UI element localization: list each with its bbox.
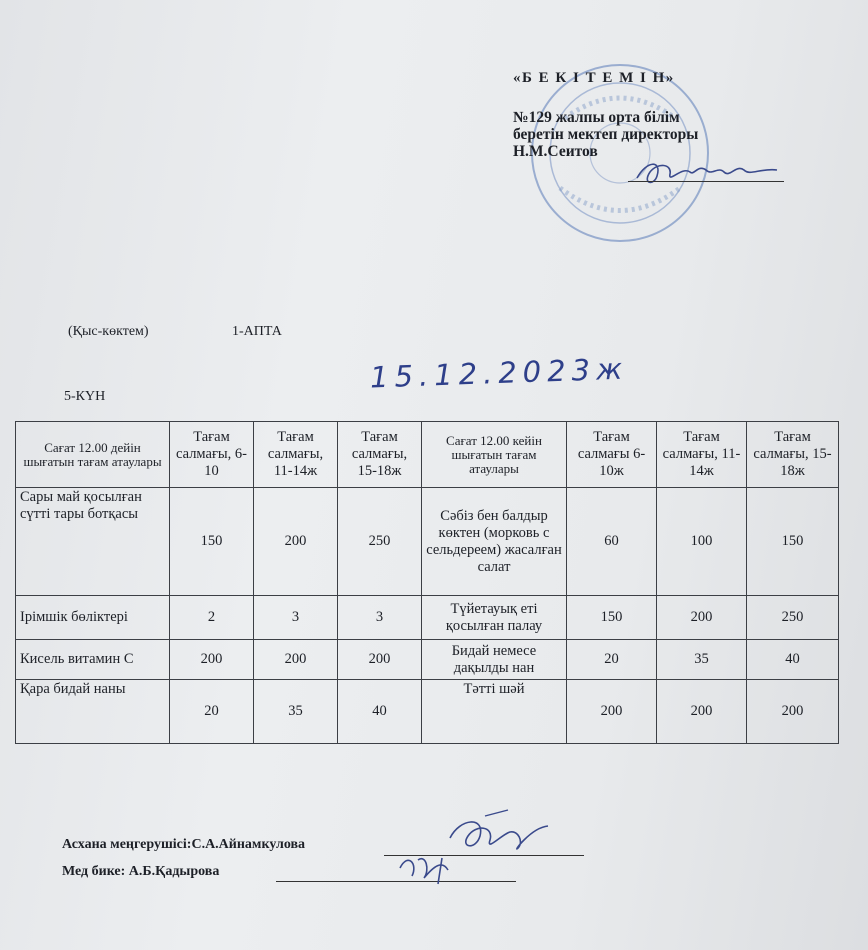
table-cell: 150: [567, 596, 657, 640]
table-header-cell: Тағам салмағы, 11-14ж: [254, 422, 338, 488]
director-signature-line: [628, 181, 784, 182]
season-label: (Қыс-көктем): [68, 324, 149, 339]
table-cell: Ірімшік бөліктері: [16, 596, 170, 640]
table-cell: 150: [747, 488, 839, 596]
table-cell: Қара бидай наны: [16, 680, 170, 744]
handwritten-date: 15.12.2023ж: [369, 351, 629, 395]
table-cell: 200: [170, 640, 254, 680]
kitchen-head-signature-label: Асхана меңгерушісі:С.А.Айнамкулова: [62, 837, 306, 852]
table-header-cell: Сағат 12.00 дейін шығатын тағам атаулары: [16, 422, 170, 488]
table-cell: 200: [657, 596, 747, 640]
approval-heading: «Б Е К І Т Е М І Н»: [513, 70, 675, 86]
director-signature: [632, 158, 782, 190]
nurse-signature-label: Мед бике: А.Б.Қадырова: [62, 864, 220, 879]
table-cell: Тәтті шәй: [422, 680, 567, 744]
approval-line-2: беретін мектеп директоры: [513, 126, 699, 143]
table-cell: 200: [338, 640, 422, 680]
table-header-row: [16, 422, 839, 488]
table-cell: 200: [747, 680, 839, 744]
table-cell: 20: [170, 680, 254, 744]
table-cell: Бидай немесе дақылды нан: [422, 640, 567, 680]
table-cell: 40: [747, 640, 839, 680]
table-cell: Түйетауық еті қосылған палау: [422, 596, 567, 640]
table-cell: 35: [657, 640, 747, 680]
week-label: 1-АПТА: [232, 324, 282, 339]
table-cell: 3: [254, 596, 338, 640]
menu-table: [15, 421, 839, 744]
table-row: [16, 680, 839, 744]
table-row: [16, 596, 839, 640]
table-header-cell: Тағам салмағы, 15-18ж: [747, 422, 839, 488]
table-row: [16, 488, 839, 596]
table-cell: Сары май қосылған сүтті тары ботқасы: [16, 488, 170, 596]
table-cell: 250: [338, 488, 422, 596]
table-cell: 3: [338, 596, 422, 640]
table-cell: Сәбіз бен балдыр көктен (морковь с сельдереем) жасалған салат: [422, 488, 567, 596]
table-cell: 150: [170, 488, 254, 596]
approval-block: [513, 70, 813, 160]
table-cell: 20: [567, 640, 657, 680]
table-cell: 250: [747, 596, 839, 640]
table-cell: Кисель витамин С: [16, 640, 170, 680]
table-cell: 60: [567, 488, 657, 596]
table-cell: 100: [657, 488, 747, 596]
table-cell: 200: [657, 680, 747, 744]
table-cell: 2: [170, 596, 254, 640]
approval-line-1: №129 жалпы орта білім: [513, 109, 680, 126]
table-header-cell: Тағам салмағы, 15-18ж: [338, 422, 422, 488]
kitchen-nurse-signatures: [390, 808, 560, 888]
table-cell: 200: [567, 680, 657, 744]
table-header-cell: Сағат 12.00 кейін шығатын тағам атаулары: [422, 422, 567, 488]
day-label: 5-КҮН: [64, 389, 106, 404]
table-cell: 35: [254, 680, 338, 744]
table-header-cell: Тағам салмағы, 11-14ж: [657, 422, 747, 488]
table-header-cell: Тағам салмағы, 6-10: [170, 422, 254, 488]
table-cell: 200: [254, 640, 338, 680]
table-header-cell: Тағам салмағы 6-10ж: [567, 422, 657, 488]
table-cell: 200: [254, 488, 338, 596]
director-name: Н.М.Сеитов: [513, 143, 598, 160]
table-row: [16, 640, 839, 680]
table-cell: 40: [338, 680, 422, 744]
